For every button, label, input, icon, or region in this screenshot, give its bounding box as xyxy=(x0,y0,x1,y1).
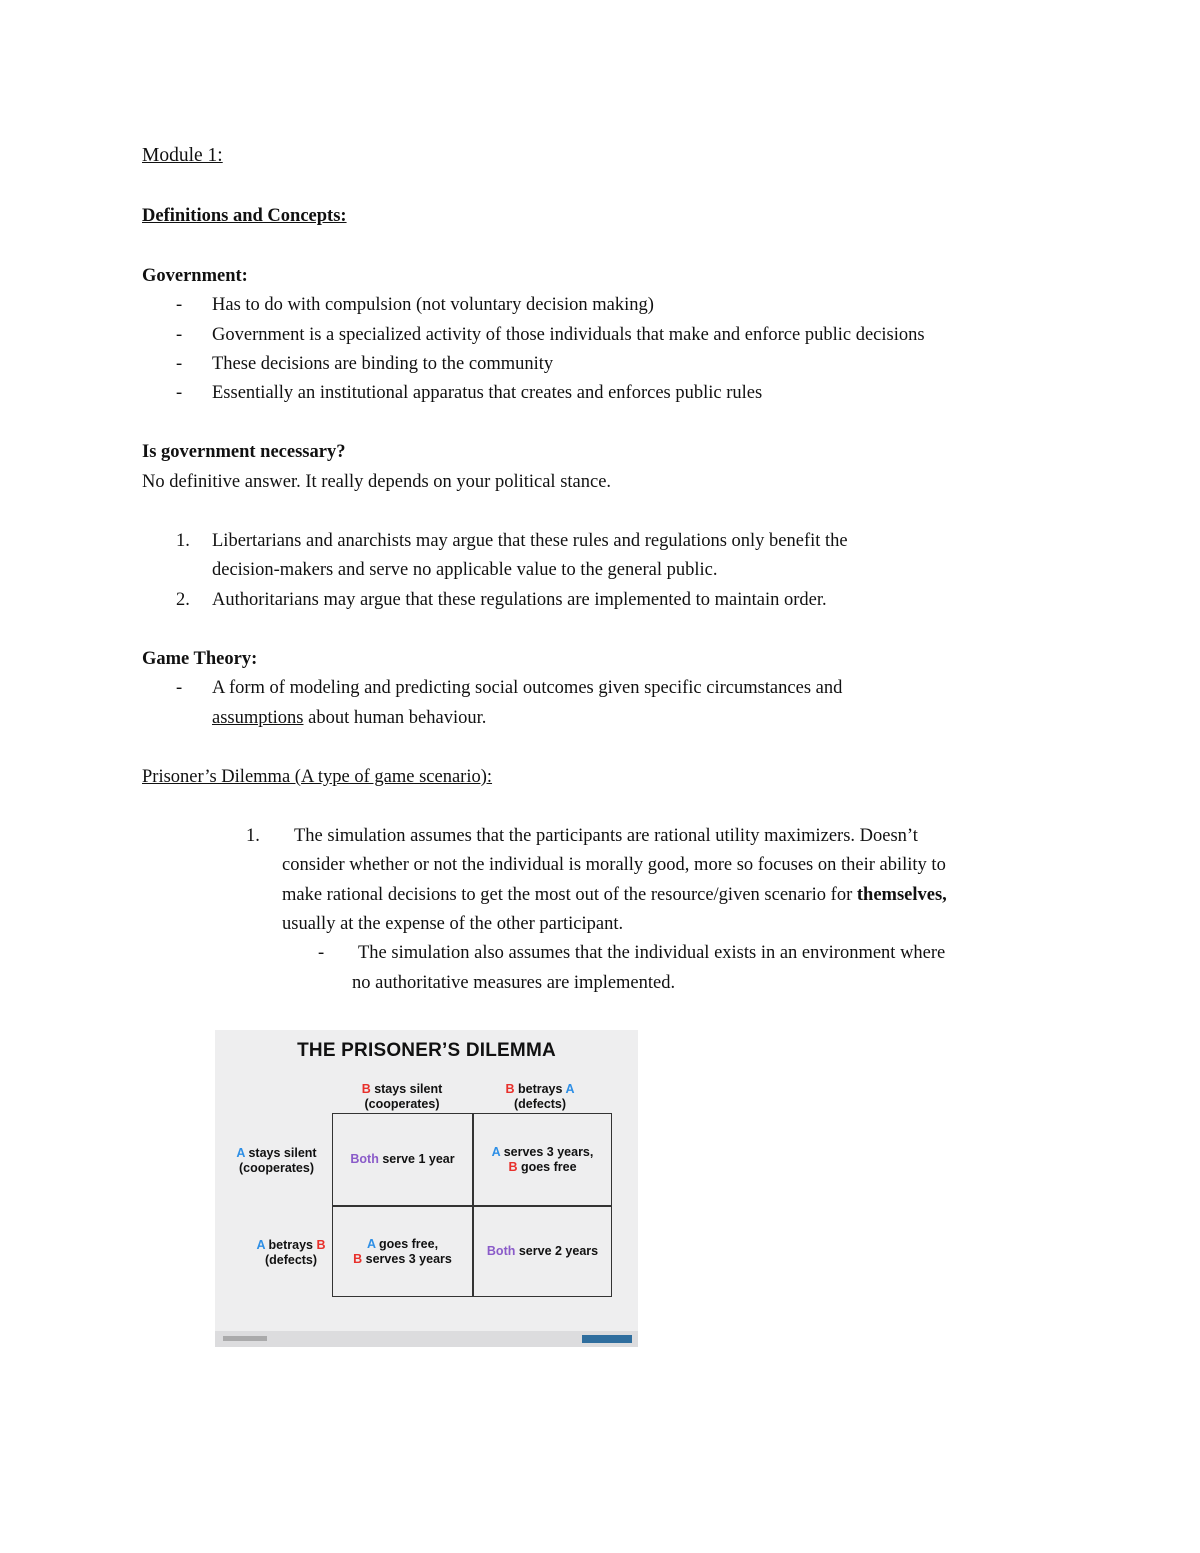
row-label-a-betrays xyxy=(235,1238,347,1268)
column-label-b-betrays xyxy=(485,1082,595,1112)
letter-a: A xyxy=(366,1236,376,1251)
government-heading: Government: xyxy=(142,266,248,286)
column-label-sub: (cooperates) xyxy=(364,1097,440,1111)
game-theory-line-2-rest: about human behaviour. xyxy=(303,708,487,728)
prisoners-sub-line-2: no authoritative measures are implemented. xyxy=(352,973,676,993)
module-heading: Module 1: xyxy=(142,145,223,166)
list-number: 1. xyxy=(176,531,190,551)
both-word: Both xyxy=(486,1244,516,1258)
column-label-b-silent xyxy=(342,1082,462,1112)
cell-a-betrays xyxy=(333,1206,472,1297)
letter-b: B xyxy=(508,1159,518,1174)
government-bullet-2: Government is a specialized activity of those individuals that make and enforce public decisions xyxy=(212,325,925,345)
row-label-text: stays silent xyxy=(245,1146,317,1160)
letter-b: B xyxy=(353,1251,363,1266)
necessary-heading: Is government necessary? xyxy=(142,442,346,462)
game-theory-line-1: A form of modeling and predicting social outcomes given specific circumstances and xyxy=(212,678,843,698)
government-bullet-1: Has to do with compulsion (not voluntary decision making) xyxy=(212,295,654,315)
cell-text: serves 3 years xyxy=(362,1251,452,1266)
prisoners-sub-line-1: The simulation also assumes that the individual exists in an environment where xyxy=(358,943,946,963)
cell-text: serve 2 years xyxy=(515,1244,599,1258)
cell-both-silent xyxy=(333,1114,472,1205)
cell-text: serve 1 year xyxy=(378,1152,455,1166)
letter-a: A xyxy=(236,1146,245,1160)
game-theory-line-2 xyxy=(212,707,486,729)
prisoners-line-3-text: make rational decisions to get the most out of the resource/given scenario for xyxy=(282,885,857,905)
column-label-text: betrays xyxy=(514,1082,566,1096)
assumptions-word: assumptions xyxy=(212,708,304,728)
bullet-dash: - xyxy=(318,943,325,963)
letter-a: A xyxy=(491,1144,501,1159)
list-number: 2. xyxy=(176,590,190,610)
row-label-sub: (cooperates) xyxy=(238,1161,315,1175)
letter-b: B xyxy=(505,1082,515,1096)
prisoners-dilemma-heading: Prisoner’s Dilemma (A type of game scenario): xyxy=(142,767,493,787)
figure-title: THE PRISONER’S DILEMMA xyxy=(297,1040,556,1061)
cell-text: serves 3 years, xyxy=(500,1144,594,1159)
letter-b: B xyxy=(316,1238,326,1252)
letter-a: A xyxy=(565,1082,575,1096)
figure-footer xyxy=(215,1331,638,1347)
government-bullet-3: These decisions are binding to the community xyxy=(212,354,554,374)
bullet-dash: - xyxy=(176,295,183,315)
prisoners-dilemma-figure xyxy=(215,1030,638,1347)
cell-text: goes free xyxy=(517,1159,577,1174)
bullet-dash: - xyxy=(176,354,183,374)
prisoners-line-4: usually at the expense of the other participant. xyxy=(282,914,624,934)
cell-both-betray xyxy=(473,1206,612,1297)
letter-a: A xyxy=(256,1238,266,1252)
column-label-text: stays silent xyxy=(370,1082,443,1096)
cell-b-betrays xyxy=(473,1114,612,1205)
bullet-dash: - xyxy=(176,678,183,698)
footer-logo-mark xyxy=(582,1335,632,1343)
prisoners-line-1: The simulation assumes that the participants are rational utility maximizers. Doesn’t xyxy=(294,826,918,846)
row-label-text: betrays xyxy=(265,1238,317,1252)
necessary-item-1-line-2: decision-makers and serve no applicable value to the general public. xyxy=(212,560,718,580)
row-label-a-silent xyxy=(225,1146,328,1176)
letter-b: B xyxy=(361,1082,371,1096)
both-word: Both xyxy=(350,1152,379,1166)
necessary-intro: No definitive answer. It really depends on your political stance. xyxy=(142,472,612,492)
necessary-item-1-line-1: Libertarians and anarchists may argue that these rules and regulations only benefit the xyxy=(212,531,848,551)
column-label-sub: (defects) xyxy=(513,1097,567,1111)
bullet-dash: - xyxy=(176,383,183,403)
bullet-dash: - xyxy=(176,325,183,345)
necessary-item-2: Authoritarians may argue that these regulations are implemented to maintain order. xyxy=(212,590,827,610)
prisoners-line-3 xyxy=(282,884,947,906)
payoff-matrix xyxy=(332,1113,612,1297)
cell-text: goes free, xyxy=(375,1236,439,1251)
definitions-heading: Definitions and Concepts: xyxy=(142,206,347,226)
list-number: 1. xyxy=(246,826,260,846)
government-bullet-4: Essentially an institutional apparatus that creates and enforces public rules xyxy=(212,383,763,403)
footer-credit-mark xyxy=(223,1336,267,1341)
row-label-sub: (defects) xyxy=(264,1253,318,1267)
game-theory-heading: Game Theory: xyxy=(142,649,258,669)
themselves-word: themselves, xyxy=(856,885,947,905)
prisoners-line-2: consider whether or not the individual is morally good, more so focuses on their ability to xyxy=(282,855,946,875)
